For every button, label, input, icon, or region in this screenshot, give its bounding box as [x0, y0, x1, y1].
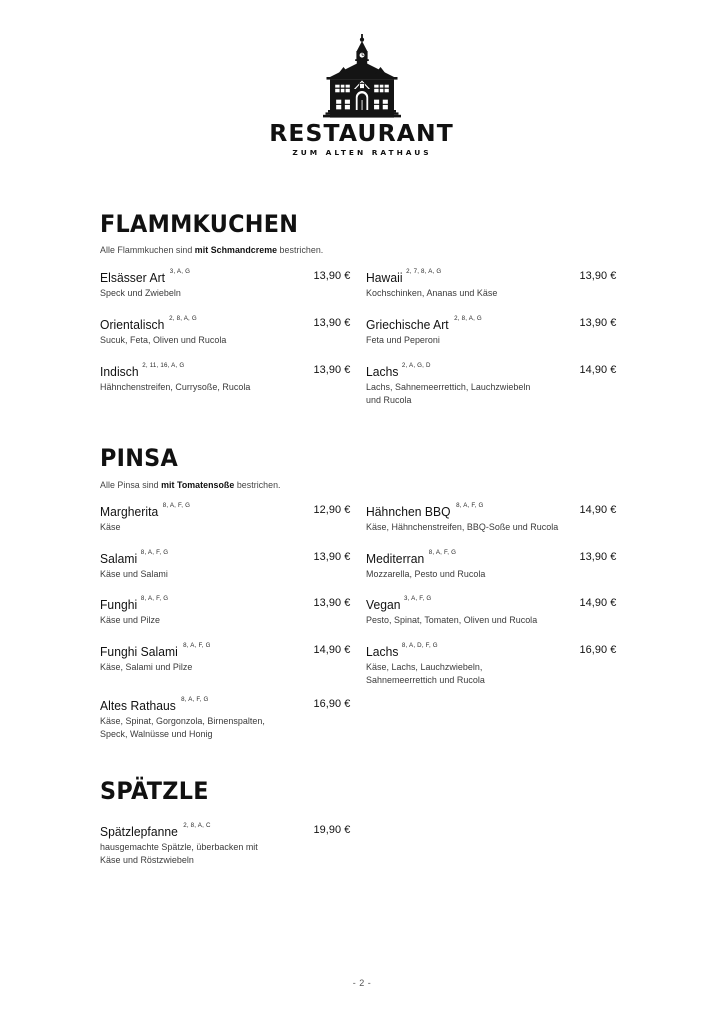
menu-item[interactable] [100, 643, 350, 674]
menu-item-allergen-codes: 3, A, F, G [403, 594, 432, 602]
note-prefix: Alle Flammkuchen sind [100, 245, 195, 255]
menu-item-price: 14,90 € [579, 364, 616, 376]
menu-item-allergen-codes: 8, A, F, G [181, 695, 209, 703]
note-bold: mit Schmandcreme [194, 245, 278, 255]
section-note-pinsa [100, 480, 281, 490]
menu-item-allergen-codes: 2, A, G, D [401, 361, 431, 369]
section-note-flammkuchen [100, 245, 323, 255]
menu-item-name: Salami [100, 552, 138, 566]
menu-item[interactable] [366, 641, 616, 686]
menu-item-name: Orientalisch [100, 318, 165, 332]
menu-item-head [100, 316, 350, 331]
menu-item-allergen-codes: 2, 8, A, C [183, 821, 211, 829]
menu-item-description: Kochschinken, Ananas und Käse [366, 288, 498, 298]
menu-item-description: Pesto, Spinat, Tomaten, Oliven und Rucola [366, 615, 538, 625]
menu-item-name: Hawaii [366, 271, 403, 285]
restaurant-logo [0, 34, 724, 156]
menu-item-description: Mozzarella, Pesto und Rucola [366, 569, 486, 579]
menu-item-head [100, 821, 350, 839]
menu-item-head [100, 363, 350, 378]
menu-item-head [100, 695, 350, 713]
menu-item[interactable] [100, 269, 350, 300]
menu-item-allergen-codes: 2, 11, 16, A, G [142, 361, 185, 369]
menu-item-price: 12,90 € [313, 504, 350, 516]
menu-item-allergen-codes: 8, A, F, G [140, 594, 169, 602]
menu-item-head [100, 550, 350, 565]
menu-item-description: hausgemachte Spätzle, überbacken mit Käse und Röstzwiebeln [100, 842, 258, 865]
logo-subtitle: ZUM ALTEN RATHAUS [292, 148, 432, 157]
menu-item-price: 14,90 € [313, 644, 350, 656]
menu-item-name: Griechische Art [366, 318, 449, 332]
menu-item-price: 13,90 € [313, 551, 350, 563]
menu-item-name: Hähnchen BBQ [366, 505, 451, 519]
menu-item-name: Lachs [366, 365, 399, 379]
menu-item[interactable] [366, 269, 616, 300]
menu-item-price: 14,90 € [579, 504, 616, 516]
menu-item[interactable] [100, 550, 350, 581]
menu-item-allergen-codes: 2, 8, A, G [169, 314, 197, 322]
menu-item-description: Käse, Salami und Pilze [100, 662, 193, 672]
menu-item-price: 13,90 € [579, 551, 616, 563]
menu-item-price: 13,90 € [313, 270, 350, 282]
menu-item-name: Mediterran [366, 552, 425, 566]
menu-item-head [366, 550, 616, 565]
section-title-flammkuchen: FLAMMKUCHEN [100, 210, 299, 238]
menu-item-price: 13,90 € [579, 317, 616, 329]
menu-item-name: Elsässer Art [100, 271, 166, 285]
page-number: - 2 - [352, 978, 372, 988]
menu-item-name: Funghi [100, 598, 138, 612]
menu-item-name: Margherita [100, 505, 159, 519]
menu-item-description: Speck und Zwiebeln [100, 288, 181, 298]
menu-item-head [366, 316, 616, 331]
menu-item-name: Spätzlepfanne [100, 825, 178, 839]
menu-item-description: Käse, Spinat, Gorgonzola, Birnenspalten, Speck, Walnüsse und Honig [100, 716, 265, 739]
menu-item-description: Käse und Pilze [100, 615, 160, 625]
menu-item-price: 13,90 € [313, 364, 350, 376]
menu-item[interactable] [100, 363, 350, 394]
menu-item-price: 14,90 € [579, 597, 616, 609]
menu-item-price: 19,90 € [313, 824, 350, 836]
menu-item-description: Hähnchenstreifen, Currysoße, Rucola [100, 382, 251, 392]
menu-item-allergen-codes: 8, A, F, G [183, 641, 211, 649]
menu-item-description: Käse, Hähnchenstreifen, BBQ-Soße und Rucola [366, 522, 559, 532]
menu-item[interactable] [100, 821, 350, 866]
logo-wordmark: RESTAURANT [269, 121, 455, 147]
menu-item[interactable] [100, 503, 350, 534]
menu-item[interactable] [100, 316, 350, 347]
menu-item[interactable] [100, 596, 350, 627]
town-hall-building-icon [310, 34, 414, 120]
menu-item-allergen-codes: 8, A, F, G [428, 548, 457, 556]
menu-item-name: Lachs [366, 645, 399, 659]
menu-item-description: Käse, Lachs, Lauchzwiebeln, Sahnemeerrettich und Rucola [366, 662, 485, 685]
menu-item-name: Altes Rathaus [100, 699, 176, 713]
menu-item-allergen-codes: 8, A, D, F, G [401, 641, 438, 649]
note-prefix: Alle Pinsa sind [100, 480, 162, 490]
menu-item-name: Indisch [100, 365, 139, 379]
menu-item-allergen-codes: 8, A, F, G [140, 548, 169, 556]
note-suffix: bestrichen. [234, 480, 281, 490]
menu-item-head [100, 643, 350, 658]
menu-item-price: 13,90 € [579, 270, 616, 282]
menu-item[interactable] [100, 695, 350, 740]
menu-item-allergen-codes: 8, A, F, G [456, 501, 484, 509]
menu-item-price: 13,90 € [313, 597, 350, 609]
menu-item-description: Sucuk, Feta, Oliven und Rucola [100, 335, 227, 345]
menu-item-description: Käse [100, 522, 121, 532]
section-title-spaetzle: SPÄTZLE [100, 777, 209, 805]
menu-item-head [366, 503, 616, 518]
menu-item-name: Funghi Salami [100, 645, 178, 659]
menu-item-head [100, 596, 350, 611]
menu-item-head [366, 361, 616, 379]
menu-item-price: 16,90 € [579, 644, 616, 656]
menu-item-head [100, 269, 350, 284]
menu-item-allergen-codes: 3, A, G [169, 267, 191, 275]
menu-item-description: Feta und Peperoni [366, 335, 440, 345]
menu-item-price: 16,90 € [313, 698, 350, 710]
menu-item-price: 13,90 € [313, 317, 350, 329]
menu-item-description: Käse und Salami [100, 569, 168, 579]
menu-item-head [366, 641, 616, 659]
menu-item-description: Lachs, Sahnemeerrettich, Lauchzwiebeln und Rucola [366, 382, 531, 405]
menu-item-allergen-codes: 2, 7, 8, A, G [406, 267, 442, 275]
note-bold: mit Tomatensoße [161, 480, 235, 490]
menu-item[interactable] [366, 503, 616, 534]
menu-item[interactable] [366, 596, 616, 627]
section-title-pinsa: PINSA [100, 444, 179, 472]
menu-item-allergen-codes: 8, A, F, G [162, 501, 191, 509]
menu-item-head [366, 269, 616, 284]
menu-item-allergen-codes: 2, 8, A, G [454, 314, 482, 322]
menu-item[interactable] [366, 361, 616, 406]
menu-item-head [100, 503, 350, 518]
menu-item-head [366, 596, 616, 611]
menu-item-name: Vegan [366, 598, 401, 612]
menu-item[interactable] [366, 316, 616, 347]
menu-item[interactable] [366, 550, 616, 581]
note-suffix: bestrichen. [277, 245, 324, 255]
